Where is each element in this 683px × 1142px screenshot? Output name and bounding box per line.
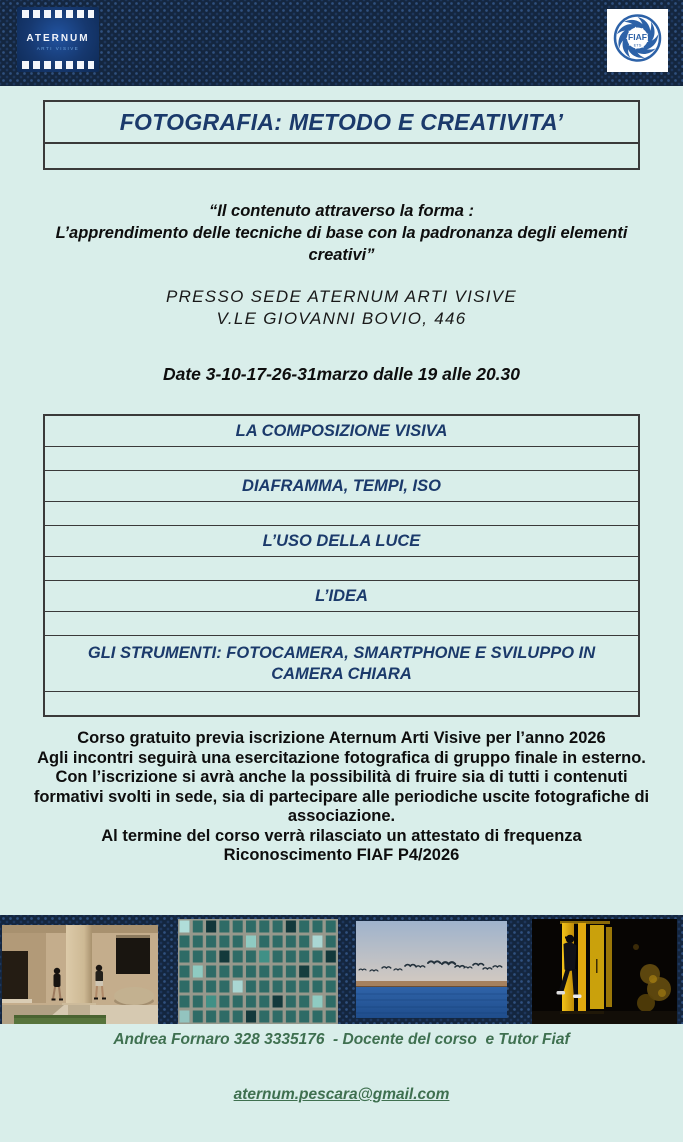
fiaf-aperture-icon	[607, 9, 668, 72]
table-row	[45, 416, 638, 447]
table-row-empty	[45, 557, 638, 581]
course-quote	[0, 200, 683, 266]
page-title: FOTOGRAFIA: METODO E CREATIVITA’	[119, 108, 564, 135]
table-row	[45, 581, 638, 612]
building-windows-photo	[178, 919, 338, 1024]
aternum-filmstrip-logo	[17, 7, 99, 72]
table-row-empty	[45, 502, 638, 526]
street-courtyard-image	[2, 925, 158, 1024]
venue-line: PRESSO SEDE ATERNUM ARTI VISIVE	[165, 287, 518, 306]
aternum-logo-subtitle: ARTI VISIVE	[36, 46, 80, 51]
fiaf-aperture-logo	[607, 9, 668, 72]
table-row-empty	[45, 612, 638, 636]
filmstrip-sprockets-icon	[22, 61, 94, 69]
title-row	[45, 102, 638, 144]
table-row	[45, 636, 638, 692]
description-line: Al termine del corso verrà rilasciato un attestato di frequenza	[101, 826, 582, 845]
description-line: Agli incontri seguirà una esercitazione fotografica di gruppo finale in esterno. Con l’iscrizione si avrà anche la possibilità di fruire sia di tutti i contenuti formativi svolti in sede, sia di partecipare alle periodiche uscite fotografiche di associazione.	[33, 748, 650, 825]
table-row	[45, 471, 638, 502]
title-box	[43, 100, 640, 170]
filmstrip-sprockets-icon	[22, 10, 94, 18]
topic-label: GLI STRUMENTI: FOTOCAMERA, SMARTPHONE E SVILUPPO IN CAMERA CHIARA	[87, 643, 596, 683]
yellow-doorway-night-photo	[532, 919, 677, 1024]
fiaf-logo-title: FIAF	[628, 32, 647, 42]
street-courtyard-photo	[2, 925, 158, 1024]
contact-email-link[interactable]: aternum.pescara@gmail.com	[233, 1086, 450, 1103]
topic-label: L’IDEA	[315, 586, 368, 605]
course-dates: Date 3-10-17-26-31marzo dalle 19 alle 20.30	[162, 364, 520, 384]
birds-over-sea-photo	[356, 921, 507, 1018]
footer-band	[0, 915, 683, 1024]
table-row-empty	[45, 692, 638, 715]
table-row-empty	[45, 447, 638, 471]
header-band	[0, 0, 683, 86]
quote-line: creativi”	[308, 246, 375, 264]
description-line: Corso gratuito previa iscrizione Aternum Arti Visive per l’anno 2026	[77, 729, 606, 747]
aternum-logo-title: ATERNUM	[26, 33, 90, 44]
topic-label: LA COMPOSIZIONE VISIVA	[235, 421, 448, 440]
description-line: Riconoscimento FIAF P4/2026	[223, 846, 460, 864]
building-windows-image	[178, 919, 338, 1024]
topic-label: L’USO DELLA LUCE	[262, 531, 421, 550]
topics-table	[43, 414, 640, 717]
quote-line: L’apprendimento delle tecniche di base con la padronanza degli elementi	[55, 224, 628, 242]
quote-line: “Il contenuto attraverso la forma :	[209, 202, 474, 220]
venue-line: V.LE GIOVANNI BOVIO, 446	[216, 309, 467, 328]
flyer-body	[0, 100, 683, 1103]
birds-over-sea-image	[356, 921, 507, 1018]
yellow-doorway-image	[532, 919, 677, 1024]
contact-line: Andrea Fornaro 328 3335176 - Docente del corso e Tutor Fiaf	[113, 1030, 570, 1048]
table-row	[45, 526, 638, 557]
course-description	[34, 729, 650, 866]
title-box-empty-row	[45, 144, 638, 168]
fiaf-logo-subtitle: ETS	[633, 42, 642, 48]
venue-address	[0, 286, 683, 330]
topic-label: DIAFRAMMA, TEMPI, ISO	[242, 476, 441, 495]
